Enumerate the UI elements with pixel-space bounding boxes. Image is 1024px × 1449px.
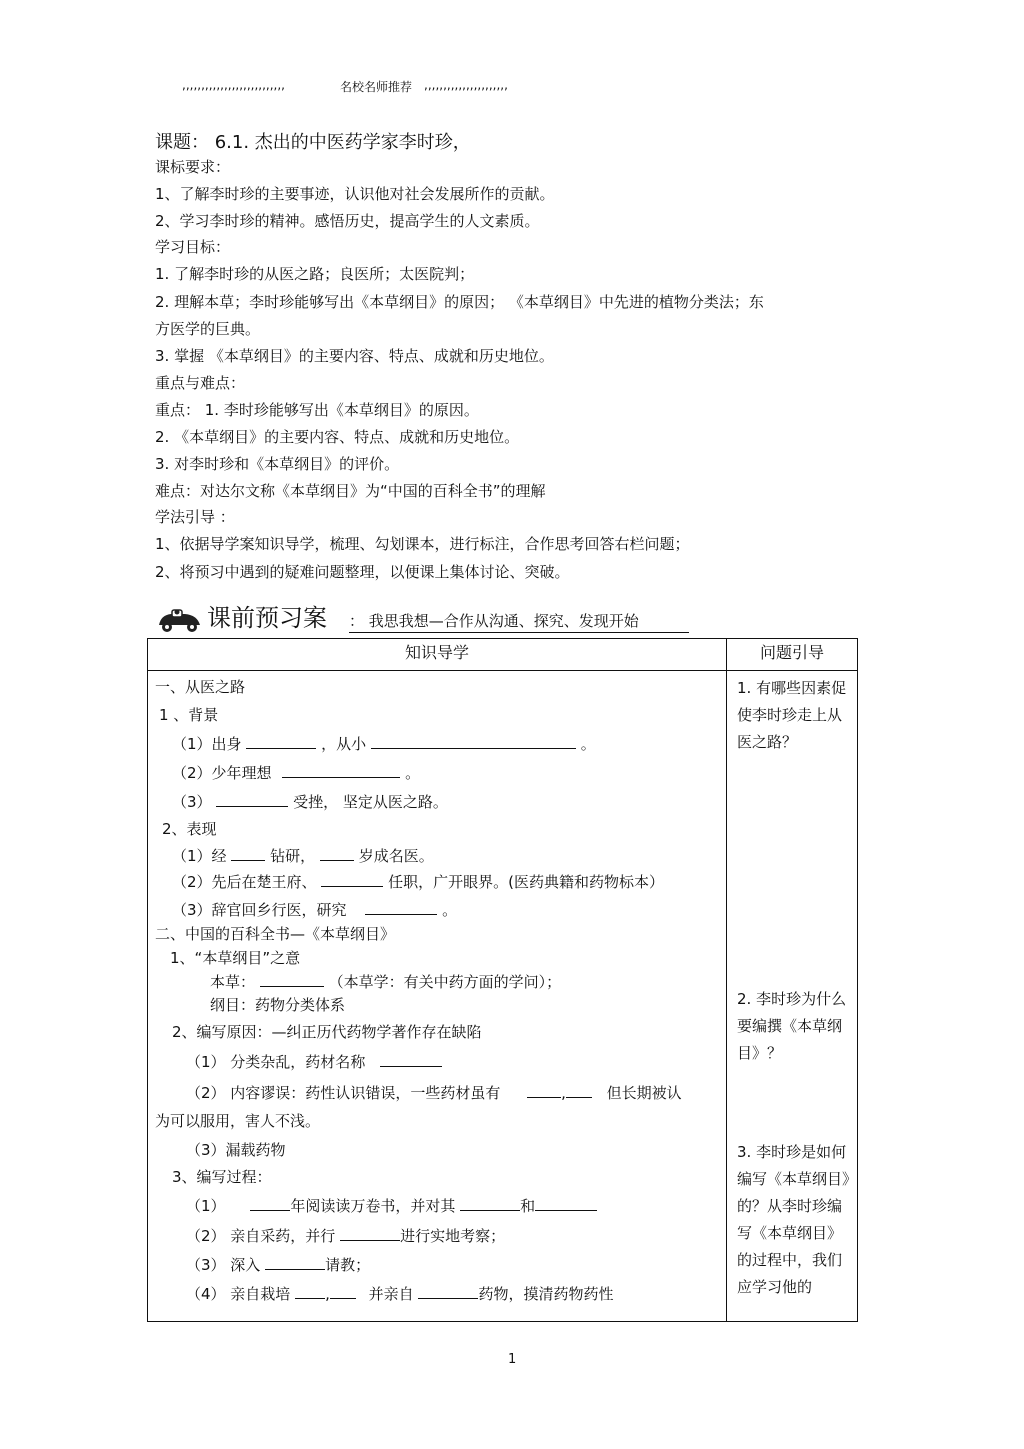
fill-blank[interactable] [460, 1196, 520, 1211]
header-right-dots: ,,,,,,,,,,,,,,,,,,,,,, [424, 78, 508, 92]
header-center: 名校名师推荐 [340, 80, 413, 94]
section-subtitle: ： 我思我想—合作从沟通、探究、发现开始 [349, 610, 689, 633]
fill-blank[interactable] [216, 792, 288, 807]
row-text: 2、表现 [162, 820, 217, 838]
lesson-line: 难点：对达尔文称《本草纲目》为“中国的百科全书”的理解 [155, 482, 546, 500]
row-21: （2） 亲自采药，并行 进行实地考察； [186, 1227, 506, 1245]
question-2: 2. 李时珍为什么要编撰《本草纲目》？ [737, 990, 847, 1062]
fill-blank[interactable] [231, 846, 265, 861]
row-8: （2）先后在楚王府、 任职，广开眼界。(医药典籍和药物标本） [172, 873, 664, 891]
lesson-line: 2、学习李时珍的精神。感悟历史，提高学生的人文素质。 [155, 212, 540, 230]
row-text: 3、编写过程： [172, 1168, 272, 1186]
row-text: 二、中国的百科全书—《本草纲目》 [155, 925, 396, 943]
row-text: 1 、背景 [159, 706, 219, 724]
lesson-line: 学法引导 ： [155, 508, 235, 526]
row-7: （1）经 钻研， 岁成名医。 [172, 847, 434, 865]
row-text: 一、从医之路 [155, 678, 246, 696]
fill-blank[interactable] [282, 763, 400, 778]
row-text: （3）漏载药物 [186, 1141, 286, 1159]
fill-blank[interactable] [265, 1255, 325, 1270]
row-4: （2）少年理想 。 [172, 764, 421, 782]
lesson-line: 2、将预习中遇到的疑难问题整理，以便课上集体讨论、突破。 [155, 563, 570, 581]
study-table [147, 638, 858, 1322]
lesson-line: 1、了解李时珍的主要事迹，认识他对社会发展所作的贡献。 [155, 185, 555, 203]
question-1: 1. 有哪些因素促使李时珍走上从医之路？ [737, 679, 847, 751]
question-3: 3. 李时珍是如何编写《本草纲目》的？从李时珍编写《本草纲目》的过程中，我们应学习他的 [737, 1143, 850, 1296]
fill-blank[interactable] [535, 1196, 597, 1211]
fill-blank[interactable] [330, 1284, 356, 1299]
col-header-knowledge: 知识导学 [148, 639, 727, 671]
section-heading: 课前预习案 [207, 604, 327, 632]
row-5: （3） 受挫， 坚定从医之路。 [172, 793, 448, 811]
row-16: （2） 内容谬误：药性认识错误，一些药材虽有 , 但长期被认 [186, 1084, 682, 1102]
fill-blank[interactable] [260, 972, 324, 987]
questions-column [727, 671, 857, 1321]
lesson-line: 2. 《本草纲目》的主要内容、特点、成就和历史地位。 [155, 428, 520, 446]
fill-blank[interactable] [340, 1226, 400, 1241]
row-22: （3） 深入 请教； [186, 1256, 371, 1274]
row-text: 1、“本草纲目”之意 [170, 949, 301, 967]
row-20: （1） 年阅读读万卷书，并对其 和 [186, 1195, 597, 1216]
car-icon [155, 607, 203, 633]
fill-blank[interactable] [418, 1284, 478, 1299]
row-text: 为可以服用，害人不浅。 [155, 1112, 321, 1130]
row-15: （1） 分类杂乱，药材名称 [186, 1051, 442, 1072]
fill-blank[interactable] [295, 1284, 325, 1299]
fill-blank[interactable] [320, 846, 354, 861]
lesson-line: 方医学的巨典。 [155, 320, 261, 338]
lesson-line: 3. 掌握 《本草纲目》的主要内容、特点、成就和历史地位。 [155, 347, 554, 365]
fill-blank[interactable] [527, 1083, 561, 1098]
knowledge-column [148, 671, 726, 1321]
fill-blank[interactable] [380, 1052, 442, 1067]
fill-blank[interactable] [365, 900, 437, 915]
fill-blank[interactable] [371, 734, 576, 749]
row-23: （4） 亲自栽培 , 并亲自 药物，摸清药物药性 [186, 1285, 614, 1303]
lesson-line: 3. 对李时珍和《本草纲目》的评价。 [155, 455, 400, 473]
lesson-line: 2. 理解本草；李时珍能够写出《本草纲目》的原因； 《本草纲目》中先进的植物分类法；东 [155, 293, 764, 311]
row-text: 纲目：药物分类体系 [210, 996, 346, 1014]
lesson-title: 课题： 6.1. 杰出的中医药学家李时珍， [155, 132, 471, 153]
lesson-line: 课标要求： [155, 158, 231, 176]
lesson-line: 1、依据导学案知识导学，梳理、勾划课本，进行标注，合作思考回答右栏问题； [155, 535, 690, 553]
row-3: （1）出身 ，从小 。 [172, 735, 596, 753]
row-9: （3）辞官回乡行医，研究 。 [172, 901, 458, 919]
fill-blank[interactable] [250, 1196, 290, 1211]
lesson-line: 学习目标： [155, 238, 231, 256]
section-title [155, 598, 689, 633]
row-text: 2、编写原因：—纠正历代药物学著作存在缺陷 [172, 1023, 482, 1041]
header-left-dots: ,,,,,,,,,,,,,,,,,,,,,,,,,,, [182, 78, 285, 92]
row-12: 本草： （本草学：有关中药方面的学问）； [210, 973, 562, 991]
lesson-line: 重点： 1. 李时珍能够写出《本草纲目》的原因。 [155, 401, 479, 419]
lesson-line: 重点与难点： [155, 374, 246, 392]
fill-blank[interactable] [246, 734, 316, 749]
lesson-line: 1. 了解李时珍的从医之路；良医所；太医院判； [155, 265, 475, 283]
page-number: 1 [508, 1352, 517, 1367]
fill-blank[interactable] [566, 1083, 592, 1098]
fill-blank[interactable] [321, 872, 383, 887]
col-header-questions: 问题引导 [727, 639, 858, 671]
